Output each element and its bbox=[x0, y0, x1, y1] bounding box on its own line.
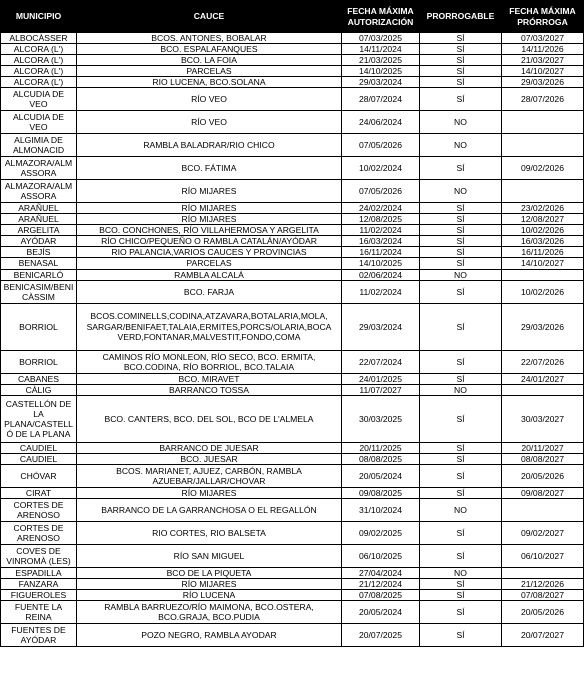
cell-cauce: CAMINOS RÍO MONLEON, RÍO SECO, BCO. ERMITA, BCO.CODINA, RÍO BORRIOL, BCO.TALAIA bbox=[77, 350, 342, 373]
table-row bbox=[1, 453, 584, 464]
cell-prorrogable: SÍ bbox=[420, 395, 502, 442]
cell-fecha-prorroga: 14/10/2027 bbox=[502, 66, 584, 77]
cell-municipio: ALCORA (L') bbox=[1, 44, 77, 55]
cell-municipio: CORTES DE ARENOSO bbox=[1, 521, 77, 544]
table-row bbox=[1, 258, 584, 269]
cell-cauce: RAMBLA BARRUEZO/RÍO MAIMONA, BCO.OSTERA, BCO.GRAJA, BCO.PUDIA bbox=[77, 600, 342, 623]
cell-municipio: ALCORA (L') bbox=[1, 55, 77, 66]
cell-fecha-prorroga: 16/11/2026 bbox=[502, 247, 584, 258]
cell-prorrogable: SÍ bbox=[420, 453, 502, 464]
cell-fecha-prorroga: 16/03/2026 bbox=[502, 236, 584, 247]
cell-cauce: RIO LUCENA, BCO.SOLANA bbox=[77, 77, 342, 88]
cell-municipio: ARAÑUEL bbox=[1, 203, 77, 214]
cell-fecha-prorroga: 21/03/2027 bbox=[502, 55, 584, 66]
cell-cauce: RAMBLA BALADRAR/RIO CHICO bbox=[77, 134, 342, 157]
cell-prorrogable: NO bbox=[420, 111, 502, 134]
cell-fecha-autorizacion: 06/10/2025 bbox=[342, 544, 420, 567]
table-row bbox=[1, 350, 584, 373]
cell-prorrogable: SÍ bbox=[420, 247, 502, 258]
cell-municipio: ALCUDIA DE VEO bbox=[1, 88, 77, 111]
table-row bbox=[1, 203, 584, 214]
cell-municipio: ALCORA (L') bbox=[1, 77, 77, 88]
cell-municipio: CHÓVAR bbox=[1, 464, 77, 487]
cell-prorrogable: NO bbox=[420, 269, 502, 280]
cell-cauce: RIO CORTES, RIO BALSETA bbox=[77, 521, 342, 544]
cell-fecha-autorizacion: 14/11/2024 bbox=[342, 44, 420, 55]
cell-cauce: PARCELAS bbox=[77, 66, 342, 77]
table-row bbox=[1, 44, 584, 55]
cell-cauce: RÍO MIJARES bbox=[77, 487, 342, 498]
cell-cauce: PARCELAS bbox=[77, 258, 342, 269]
cell-prorrogable: SÍ bbox=[420, 464, 502, 487]
cell-fecha-prorroga: 06/10/2027 bbox=[502, 544, 584, 567]
cell-fecha-autorizacion: 16/03/2024 bbox=[342, 236, 420, 247]
cell-cauce: BARRANCO DE LA GARRANCHOSA O EL REGALLÓN bbox=[77, 498, 342, 521]
cell-prorrogable: SÍ bbox=[420, 544, 502, 567]
cell-fecha-autorizacion: 29/03/2024 bbox=[342, 303, 420, 350]
table-row bbox=[1, 464, 584, 487]
table-row bbox=[1, 88, 584, 111]
cell-municipio: CAUDIEL bbox=[1, 442, 77, 453]
cell-fecha-prorroga: 10/02/2026 bbox=[502, 225, 584, 236]
cell-municipio: ALCORA (L') bbox=[1, 66, 77, 77]
cell-prorrogable: SÍ bbox=[420, 350, 502, 373]
cell-municipio: ARAÑUEL bbox=[1, 214, 77, 225]
cell-fecha-autorizacion: 27/04/2024 bbox=[342, 567, 420, 578]
cell-municipio: BENASAL bbox=[1, 258, 77, 269]
cell-fecha-autorizacion: 24/01/2025 bbox=[342, 373, 420, 384]
table-row bbox=[1, 623, 584, 646]
cell-fecha-prorroga bbox=[502, 498, 584, 521]
header-prorrogable: PRORROGABLE bbox=[420, 1, 502, 33]
table-row bbox=[1, 225, 584, 236]
cell-prorrogable: SÍ bbox=[420, 623, 502, 646]
cell-prorrogable: SÍ bbox=[420, 236, 502, 247]
table-row bbox=[1, 521, 584, 544]
cell-fecha-prorroga bbox=[502, 180, 584, 203]
cell-cauce: RÍO MIJARES bbox=[77, 180, 342, 203]
cell-fecha-autorizacion: 20/05/2024 bbox=[342, 600, 420, 623]
cell-prorrogable: SÍ bbox=[420, 258, 502, 269]
cell-prorrogable: SÍ bbox=[420, 225, 502, 236]
cell-fecha-prorroga bbox=[502, 134, 584, 157]
cell-fecha-autorizacion: 09/08/2025 bbox=[342, 487, 420, 498]
cell-fecha-prorroga: 12/08/2027 bbox=[502, 214, 584, 225]
table-row bbox=[1, 600, 584, 623]
cell-municipio: BEJÍS bbox=[1, 247, 77, 258]
table-row bbox=[1, 77, 584, 88]
cell-municipio: AYÓDAR bbox=[1, 236, 77, 247]
cell-fecha-autorizacion: 09/02/2025 bbox=[342, 521, 420, 544]
cell-fecha-prorroga: 14/10/2027 bbox=[502, 258, 584, 269]
cell-fecha-autorizacion: 30/03/2025 bbox=[342, 395, 420, 442]
cell-fecha-prorroga: 29/03/2026 bbox=[502, 303, 584, 350]
cell-fecha-autorizacion: 10/02/2024 bbox=[342, 157, 420, 180]
cell-fecha-prorroga: 24/01/2027 bbox=[502, 373, 584, 384]
cell-cauce: RÍO MIJARES bbox=[77, 578, 342, 589]
table-row bbox=[1, 33, 584, 44]
cell-cauce: BCO. JUESAR bbox=[77, 453, 342, 464]
cell-prorrogable: NO bbox=[420, 567, 502, 578]
cell-prorrogable: SÍ bbox=[420, 214, 502, 225]
cell-fecha-prorroga: 09/08/2027 bbox=[502, 487, 584, 498]
cell-fecha-prorroga: 20/07/2027 bbox=[502, 623, 584, 646]
cell-municipio: ARGELITA bbox=[1, 225, 77, 236]
cell-fecha-prorroga: 28/07/2026 bbox=[502, 88, 584, 111]
cell-cauce: RÍO VEO bbox=[77, 111, 342, 134]
cell-municipio: CABANES bbox=[1, 373, 77, 384]
cell-fecha-autorizacion: 11/02/2024 bbox=[342, 225, 420, 236]
cell-fecha-prorroga bbox=[502, 384, 584, 395]
header-fecha-prorroga: FECHA MÁXIMA PRÓRROGA bbox=[502, 1, 584, 33]
table-row bbox=[1, 395, 584, 442]
cell-fecha-autorizacion: 20/05/2024 bbox=[342, 464, 420, 487]
cell-fecha-prorroga: 21/12/2026 bbox=[502, 578, 584, 589]
table-row bbox=[1, 442, 584, 453]
cell-prorrogable: NO bbox=[420, 180, 502, 203]
cell-cauce: RÍO SAN MIGUEL bbox=[77, 544, 342, 567]
cell-cauce: BCO. FARJA bbox=[77, 280, 342, 303]
table-row bbox=[1, 544, 584, 567]
cell-fecha-prorroga bbox=[502, 269, 584, 280]
cell-fecha-autorizacion: 31/10/2024 bbox=[342, 498, 420, 521]
cell-cauce: RIO PALANCIA,VARIOS CAUCES Y PROVINCIAS bbox=[77, 247, 342, 258]
cell-fecha-prorroga: 14/11/2026 bbox=[502, 44, 584, 55]
table-row bbox=[1, 55, 584, 66]
cell-fecha-autorizacion: 20/11/2025 bbox=[342, 442, 420, 453]
table-row bbox=[1, 247, 584, 258]
cell-cauce: BCO. FÁTIMA bbox=[77, 157, 342, 180]
cell-fecha-prorroga: 09/02/2027 bbox=[502, 521, 584, 544]
cell-municipio: ALMAZORA/ALMASSORA bbox=[1, 157, 77, 180]
header-row bbox=[1, 1, 584, 33]
header-municipio: MUNICIPIO bbox=[1, 1, 77, 33]
header-fecha-autorizacion: FECHA MÁXIMA AUTORIZACIÓN bbox=[342, 1, 420, 33]
cell-fecha-autorizacion: 21/12/2024 bbox=[342, 578, 420, 589]
cell-municipio: CORTES DE ARENOSO bbox=[1, 498, 77, 521]
table-row bbox=[1, 567, 584, 578]
cell-fecha-autorizacion: 11/02/2024 bbox=[342, 280, 420, 303]
cell-cauce: RAMBLA ALCALÁ bbox=[77, 269, 342, 280]
cell-fecha-autorizacion: 07/03/2025 bbox=[342, 33, 420, 44]
table-row bbox=[1, 280, 584, 303]
cell-fecha-autorizacion: 14/10/2025 bbox=[342, 258, 420, 269]
cell-fecha-autorizacion: 07/05/2026 bbox=[342, 134, 420, 157]
cell-fecha-autorizacion: 14/10/2025 bbox=[342, 66, 420, 77]
cell-cauce: RÍO VEO bbox=[77, 88, 342, 111]
cell-fecha-prorroga: 20/11/2027 bbox=[502, 442, 584, 453]
table-row bbox=[1, 157, 584, 180]
cell-fecha-prorroga: 07/08/2027 bbox=[502, 589, 584, 600]
cell-prorrogable: SÍ bbox=[420, 88, 502, 111]
table-row bbox=[1, 578, 584, 589]
cell-municipio: BENICASIM/BENICÀSSIM bbox=[1, 280, 77, 303]
cell-prorrogable: SÍ bbox=[420, 44, 502, 55]
cell-fecha-prorroga: 09/02/2026 bbox=[502, 157, 584, 180]
table-row bbox=[1, 498, 584, 521]
cell-fecha-prorroga: 23/02/2026 bbox=[502, 203, 584, 214]
cell-prorrogable: SÍ bbox=[420, 373, 502, 384]
cell-fecha-autorizacion: 07/08/2025 bbox=[342, 589, 420, 600]
cell-municipio: COVES DE VINROMÀ (LES) bbox=[1, 544, 77, 567]
cell-cauce: BCOS. MARIANET, AJUEZ, CARBÓN, RAMBLA AZUEBAR/JALLAR/CHOVAR bbox=[77, 464, 342, 487]
cell-prorrogable: SÍ bbox=[420, 33, 502, 44]
cell-prorrogable: SÍ bbox=[420, 589, 502, 600]
cell-municipio: ALMAZORA/ALMASSORA bbox=[1, 180, 77, 203]
cell-cauce: POZO NEGRO, RAMBLA AYODAR bbox=[77, 623, 342, 646]
cell-fecha-autorizacion: 24/02/2024 bbox=[342, 203, 420, 214]
cell-municipio: ALBOCÀSSER bbox=[1, 33, 77, 44]
cell-fecha-prorroga: 30/03/2027 bbox=[502, 395, 584, 442]
cell-prorrogable: SÍ bbox=[420, 203, 502, 214]
cell-fecha-autorizacion: 29/03/2024 bbox=[342, 77, 420, 88]
cell-cauce: BCOS. ANTONES, BOBALAR bbox=[77, 33, 342, 44]
cell-cauce: RÍO MIJARES bbox=[77, 214, 342, 225]
table-row bbox=[1, 589, 584, 600]
cell-municipio: ALCUDIA DE VEO bbox=[1, 111, 77, 134]
cell-cauce: RÍO MIJARES bbox=[77, 203, 342, 214]
cell-fecha-prorroga: 07/03/2027 bbox=[502, 33, 584, 44]
cell-municipio: CASTELLÓN DE LA PLANA/CASTELLÓ DE LA PLANA bbox=[1, 395, 77, 442]
table-row bbox=[1, 180, 584, 203]
cell-cauce: BCOS.COMINELLS,CODINA,ATZAVARA,BOTALARIA,MOLA, SARGAR/BENIFAET,TALAIA,ERMITES,PORCS/OLARIA,BOCA VERD,FONTANAR,MALVESTIT,FONDO,COMA bbox=[77, 303, 342, 350]
cell-fecha-prorroga: 08/08/2027 bbox=[502, 453, 584, 464]
cell-municipio: BORRIOL bbox=[1, 303, 77, 350]
cell-fecha-prorroga: 20/05/2026 bbox=[502, 464, 584, 487]
cell-prorrogable: NO bbox=[420, 498, 502, 521]
table-row bbox=[1, 236, 584, 247]
cell-municipio: FUENTE LA REINA bbox=[1, 600, 77, 623]
cell-fecha-autorizacion: 28/07/2024 bbox=[342, 88, 420, 111]
cell-municipio: ESPADILLA bbox=[1, 567, 77, 578]
table-row bbox=[1, 214, 584, 225]
cell-fecha-autorizacion: 11/07/2027 bbox=[342, 384, 420, 395]
cell-fecha-prorroga bbox=[502, 111, 584, 134]
cell-municipio: FIGUEROLES bbox=[1, 589, 77, 600]
cell-prorrogable: SÍ bbox=[420, 578, 502, 589]
cell-fecha-autorizacion: 24/06/2024 bbox=[342, 111, 420, 134]
cell-fecha-prorroga: 20/05/2026 bbox=[502, 600, 584, 623]
cell-prorrogable: SÍ bbox=[420, 442, 502, 453]
cell-cauce: RÍO LUCENA bbox=[77, 589, 342, 600]
cell-prorrogable: SÍ bbox=[420, 55, 502, 66]
cell-municipio: BORRIOL bbox=[1, 350, 77, 373]
cell-prorrogable: NO bbox=[420, 384, 502, 395]
cell-cauce: BCO. MIRAVET bbox=[77, 373, 342, 384]
table-row bbox=[1, 269, 584, 280]
table-row bbox=[1, 487, 584, 498]
cell-prorrogable: SÍ bbox=[420, 280, 502, 303]
cell-fecha-prorroga: 22/07/2026 bbox=[502, 350, 584, 373]
cell-municipio: CÀLIG bbox=[1, 384, 77, 395]
table-row bbox=[1, 373, 584, 384]
cell-prorrogable: SÍ bbox=[420, 157, 502, 180]
cell-municipio: ALGIMIA DE ALMONACID bbox=[1, 134, 77, 157]
cell-fecha-prorroga bbox=[502, 567, 584, 578]
cell-fecha-autorizacion: 07/05/2026 bbox=[342, 180, 420, 203]
table-row bbox=[1, 111, 584, 134]
cell-fecha-autorizacion: 16/11/2024 bbox=[342, 247, 420, 258]
cell-cauce: BCO. LA FOIA bbox=[77, 55, 342, 66]
table-row bbox=[1, 66, 584, 77]
cell-prorrogable: NO bbox=[420, 134, 502, 157]
cell-fecha-autorizacion: 08/08/2025 bbox=[342, 453, 420, 464]
cell-prorrogable: SÍ bbox=[420, 66, 502, 77]
cell-fecha-autorizacion: 02/06/2024 bbox=[342, 269, 420, 280]
cell-fecha-autorizacion: 21/03/2025 bbox=[342, 55, 420, 66]
cell-prorrogable: SÍ bbox=[420, 303, 502, 350]
cell-cauce: BARRANCO TOSSA bbox=[77, 384, 342, 395]
cell-cauce: BCO. CONCHONES, RÍO VILLAHERMOSA Y ARGELITA bbox=[77, 225, 342, 236]
header-cauce: CAUCE bbox=[77, 1, 342, 33]
table-row bbox=[1, 384, 584, 395]
table-row bbox=[1, 134, 584, 157]
cell-prorrogable: SÍ bbox=[420, 521, 502, 544]
cell-fecha-autorizacion: 22/07/2024 bbox=[342, 350, 420, 373]
cell-prorrogable: SÍ bbox=[420, 77, 502, 88]
cell-municipio: BENICARLÓ bbox=[1, 269, 77, 280]
cell-municipio: CAUDIEL bbox=[1, 453, 77, 464]
cell-cauce: RÍO CHICO/PEQUEÑO O RAMBLA CATALÁN/AYÓDAR bbox=[77, 236, 342, 247]
cell-prorrogable: SÍ bbox=[420, 600, 502, 623]
cell-municipio: CIRAT bbox=[1, 487, 77, 498]
cell-cauce: BCO DE LA PIQUETA bbox=[77, 567, 342, 578]
cell-municipio: FUENTES DE AYÓDAR bbox=[1, 623, 77, 646]
cell-fecha-autorizacion: 20/07/2025 bbox=[342, 623, 420, 646]
cell-cauce: BCO. ESPALAFANQUES bbox=[77, 44, 342, 55]
cell-municipio: FANZARA bbox=[1, 578, 77, 589]
cell-prorrogable: SÍ bbox=[420, 487, 502, 498]
cell-fecha-prorroga: 29/03/2026 bbox=[502, 77, 584, 88]
cell-fecha-prorroga: 10/02/2026 bbox=[502, 280, 584, 303]
cell-cauce: BCO. CANTERS, BCO. DEL SOL, BCO DE L'ALMELA bbox=[77, 395, 342, 442]
table-row bbox=[1, 303, 584, 350]
cell-fecha-autorizacion: 12/08/2025 bbox=[342, 214, 420, 225]
cell-cauce: BARRANCO DE JUESAR bbox=[77, 442, 342, 453]
